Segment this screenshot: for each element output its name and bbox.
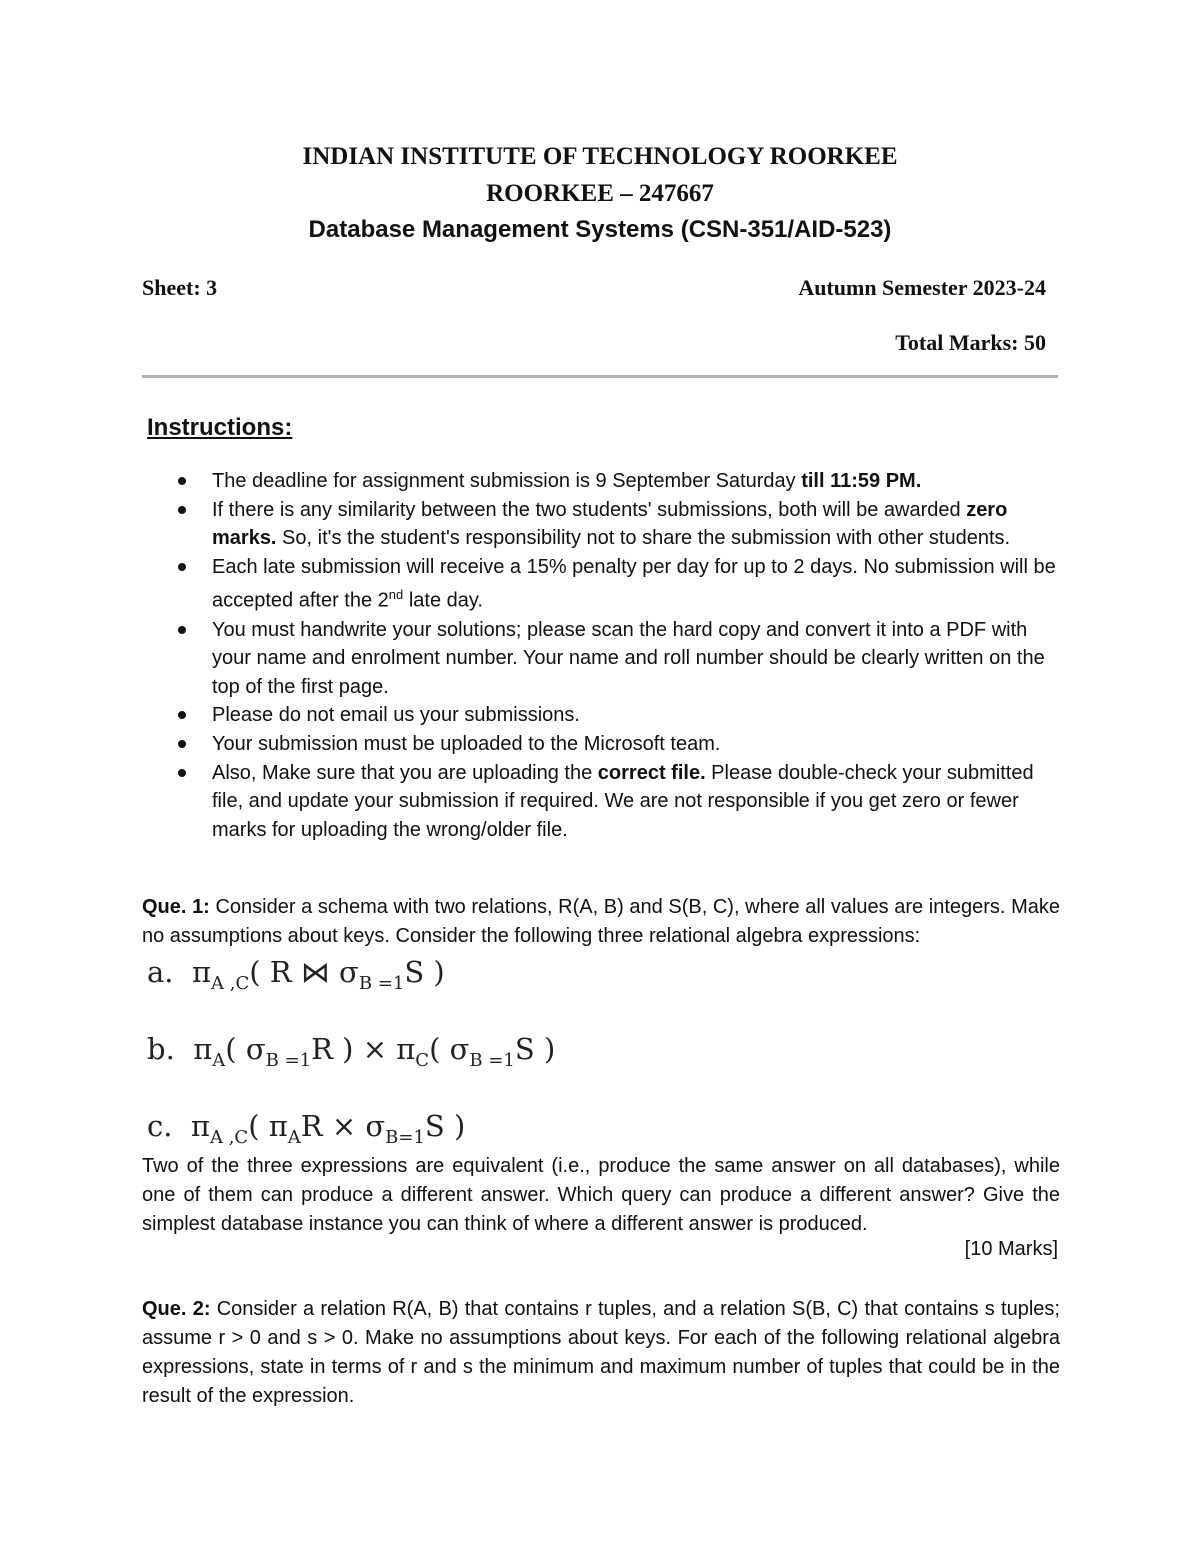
instruction-item: Also, Make sure that you are uploading the correct file. Please double-check your submitted file, and update your submission if required. We are not responsible if you get zero or fewer marks for uploading the wrong/older file. <box>172 759 1062 845</box>
bullet-icon <box>178 769 186 777</box>
sheet-number: Sheet: 3 <box>142 275 218 300</box>
question-1-marks: [10 Marks] <box>964 1238 1058 1260</box>
header-divider <box>142 375 1058 378</box>
bullet-icon <box>178 626 186 634</box>
instruction-item: You must handwrite your solutions; please scan the hard copy and convert it into a PDF with your name and enrolment number. Your name and roll number should be clearly written on the top of the first page. <box>172 616 1062 702</box>
total-marks: Total Marks: 50 <box>895 330 1046 355</box>
institute-title: INDIAN INSTITUTE OF TECHNOLOGY ROORKEE <box>302 143 898 170</box>
bullet-icon <box>178 506 186 514</box>
bullet-icon <box>178 711 186 719</box>
instruction-item: Each late submission will receive a 15% penalty per day for up to 2 days. No submission will be accepted after the 2nd late day. <box>172 553 1062 616</box>
city-title: ROORKEE – 247667 <box>486 180 714 207</box>
question-1-followup: Two of the three expressions are equivalent (i.e., produce the same answer on all databases), while one of them can produce a different answer. Which query can produce a different answer? Give the simplest database instance you can think of where a different answer is produced. <box>142 1155 1060 1235</box>
instruction-item: If there is any similarity between the two students' submissions, both will be awarded zero marks. So, it's the student's responsibility not to share the submission with other students. <box>172 496 1062 553</box>
expression-c: c. $\pi_{A ,C}$( $\pi_AR \times \sigma_{B=1}S$ ) <box>147 1109 466 1148</box>
expression-b: b. $\pi_A$( $\sigma_{B =1}R$ ) × $\pi_C$( $\sigma_{B =1}S$ ) <box>147 1032 556 1071</box>
instructions-heading: Instructions: <box>147 414 293 441</box>
bullet-icon <box>178 740 186 748</box>
expression-a: a. $\pi_{A ,C}$( R ⋈ $\sigma_{B =1}S$ ) <box>147 955 445 994</box>
semester: Autumn Semester 2023-24 <box>798 275 1046 300</box>
question-1-text: Que. 1: Consider a schema with two relations, R(A, B) and S(B, C), where all values are integers. Make no assumptions about keys. Consider the following three relational algebra expressions: <box>142 896 1060 947</box>
instruction-item: Please do not email us your submissions. <box>172 701 1062 730</box>
instruction-item: The deadline for assignment submission is 9 September Saturday till 11:59 PM. <box>172 467 1062 496</box>
instructions-list <box>172 467 1062 844</box>
instruction-item: Your submission must be uploaded to the Microsoft team. <box>172 730 1062 759</box>
course-title: Database Management Systems (CSN-351/AID-523) <box>308 216 892 243</box>
bullet-icon <box>178 563 186 571</box>
bullet-icon <box>178 477 186 485</box>
question-2-text: Que. 2: Consider a relation R(A, B) that contains r tuples, and a relation S(B, C) that contains s tuples; assume r > 0 and s > 0. Make no assumptions about keys. For each of the following relational algebra expressions, state in terms of r and s the minimum and maximum number of tuples that could be in the result of the expression. <box>142 1298 1060 1407</box>
